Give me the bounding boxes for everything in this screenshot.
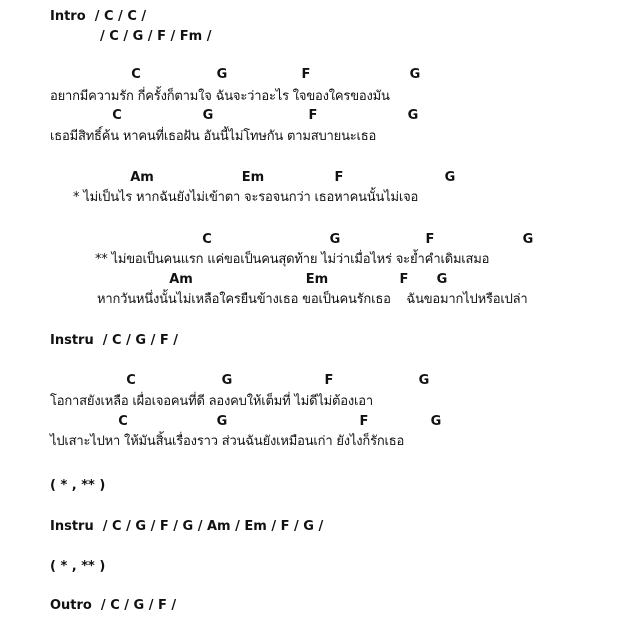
chord: Em: [241, 170, 265, 185]
chord: G: [407, 108, 419, 123]
chord: G: [522, 232, 534, 247]
lyric-line: เธอมีสิทธิ์ค้น หาคนที่เธอฝัน อันนี้ไม่โทษกัน ตามสบายนะเธอ: [50, 129, 377, 144]
chord: Am: [169, 272, 193, 287]
chord: G: [444, 170, 456, 185]
repeat-marker: ( * , ** ): [50, 478, 106, 493]
chord: C: [131, 67, 141, 82]
instrumental-line: Instru / C / G / F /: [50, 333, 179, 348]
chord: F: [308, 108, 318, 123]
chord: C: [112, 108, 122, 123]
chord: F: [425, 232, 435, 247]
chord: G: [409, 67, 421, 82]
chord: Em: [305, 272, 329, 287]
lyric-line: ไปเสาะไปหา ให้มันสิ้นเรื่องราว ส่วนฉันยังเหมือนเก่า ยังไงก็รักเธอ: [50, 434, 405, 449]
repeat-marker: ( * , ** ): [50, 559, 106, 574]
chord: G: [329, 232, 341, 247]
chord: G: [430, 414, 442, 429]
chord: C: [126, 373, 136, 388]
chord: C: [118, 414, 128, 429]
chord: G: [202, 108, 214, 123]
chord: F: [334, 170, 344, 185]
chord: F: [301, 67, 311, 82]
chord: Am: [130, 170, 154, 185]
chord: G: [216, 414, 228, 429]
chord: G: [418, 373, 430, 388]
chord: F: [359, 414, 369, 429]
chord: G: [221, 373, 233, 388]
chord: F: [399, 272, 409, 287]
outro-line: Outro / C / G / F /: [50, 598, 177, 613]
intro-line-2: / C / G / F / Fm /: [100, 29, 212, 44]
chord: F: [324, 373, 334, 388]
chord: G: [436, 272, 448, 287]
chord: G: [216, 67, 228, 82]
lyric-line: ** ไม่ขอเป็นคนแรก แค่ขอเป็นคนสุดท้าย ไม่ว่าเมื่อไหร่ จะย้ำคำเดิมเสมอ: [95, 252, 490, 267]
lyric-line: หากวันหนึ่งนั้นไม่เหลือใครยืนข้างเธอ ขอเป็นคนรักเธอ ฉันขอมากไปหรือเปล่า: [97, 292, 528, 307]
lyric-line: โอกาสยังเหลือ เผื่อเจอคนที่ดี ลองคบให้เต็มที่ ไม่ดีไม่ต้องเอา: [50, 394, 373, 409]
chord: C: [202, 232, 212, 247]
lyric-line: อยากมีความรัก กี่ครั้งก็ตามใจ ฉันจะว่าอะไร ใจของใครของมัน: [50, 89, 390, 104]
instrumental-line: Instru / C / G / F / G / Am / Em / F / G /: [50, 519, 324, 534]
intro-line-1: Intro / C / C /: [50, 9, 147, 24]
lyric-line: * ไม่เป็นไร หากฉันยังไม่เข้าตา จะรอจนกว่า เธอหาคนนั้นไม่เจอ: [73, 190, 419, 205]
